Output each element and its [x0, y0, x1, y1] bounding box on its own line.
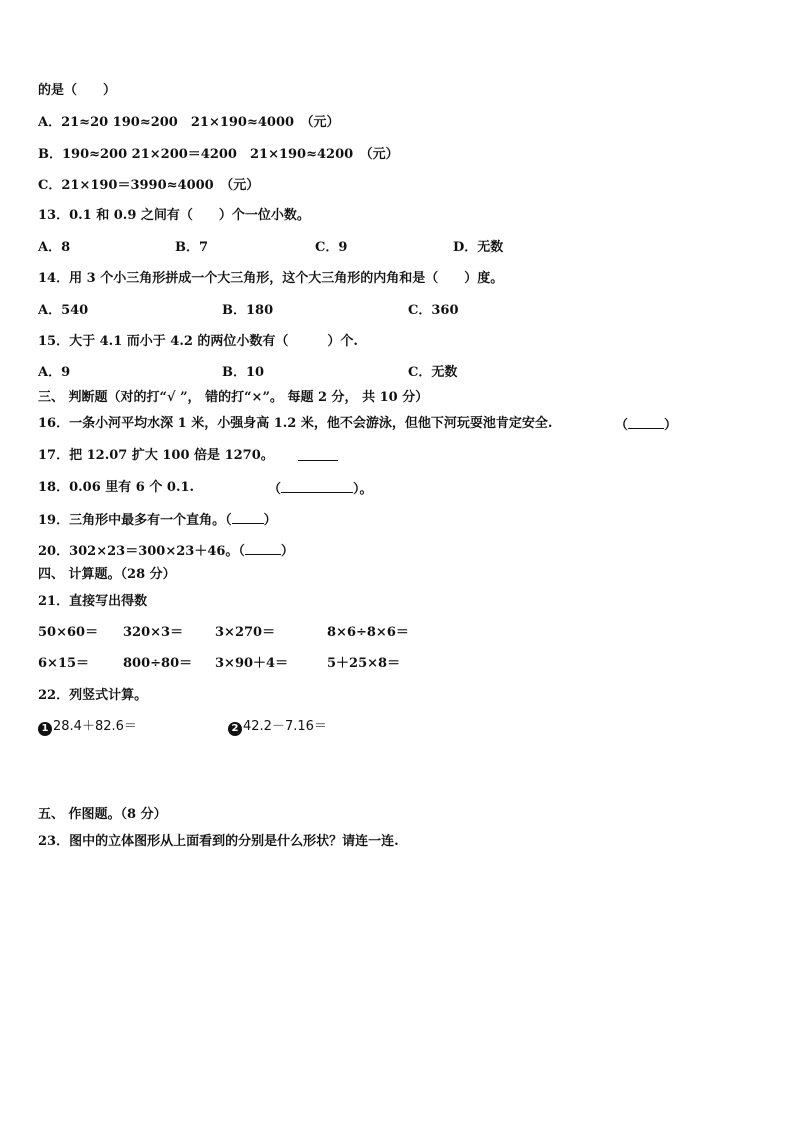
q12-option-c: C．21×190＝3990≈4000 （元）	[38, 178, 260, 193]
q20-line	[38, 542, 294, 560]
q21-r2-c2: 800÷80＝	[123, 656, 193, 671]
q22-stem: 22．列竖式计算。	[38, 688, 148, 703]
q12-continuation: 的是（ ）	[38, 83, 117, 98]
q20-text: 20．302×23＝300×23＋46。（	[38, 544, 245, 559]
q17-text: 17．把 12.07 扩大 100 倍是 1270。	[38, 448, 274, 463]
q18-answer	[268, 480, 373, 498]
q16-answer-blank[interactable]	[628, 416, 664, 429]
q17-answer-blank[interactable]	[298, 448, 338, 466]
q22-item-2	[228, 719, 327, 736]
q19-line	[38, 511, 277, 529]
q22-expr-1: 28.4＋82.6＝	[53, 719, 137, 734]
q18-text: 18．0.06 里有 6 个 0.1.	[38, 480, 195, 495]
q21-r1-c1: 50×60＝	[38, 625, 99, 640]
q21-r1-c3: 3×270＝	[215, 625, 276, 640]
q15-option-b: B．10	[222, 365, 265, 380]
q13-option-c: C．9	[315, 240, 348, 255]
q13-option-b: B．7	[175, 240, 209, 255]
q14-option-b: B．180	[222, 303, 274, 318]
q19-text: 19．三角形中最多有一个直角。（	[38, 513, 232, 528]
q16-open-paren: （	[615, 418, 629, 433]
q16-text: 16．一条小河平均水深 1 米，小强身高 1.2 米，他不会游泳，但他下河玩耍池肯定安全.	[38, 416, 553, 431]
q14-option-a: A．540	[38, 303, 89, 318]
q16-close-paren: ）	[664, 418, 678, 433]
q14-stem: 14．用 3 个小三角形拼成一个大三角形，这个大三角形的内角和是（ ）度。	[38, 271, 504, 286]
section-3-heading: 三、 判断题（对的打“√ ”， 错的打“×”。 每题 2 分， 共 10 分）	[38, 390, 429, 405]
q21-r2-c1: 6×15＝	[38, 656, 90, 671]
q19-answer-blank[interactable]	[232, 511, 264, 524]
q20-close-paren: ）	[280, 544, 294, 559]
circled-number-1: 1	[38, 722, 52, 736]
section-4-heading: 四、 计算题。（28 分）	[38, 567, 176, 582]
section-5-heading: 五、 作图题。（8 分）	[38, 807, 167, 822]
q21-r1-c2: 320×3＝	[123, 625, 184, 640]
q18-close-paren: ）。	[353, 482, 373, 497]
q19-close-paren: ）	[263, 513, 277, 528]
q15-option-a: A．9	[38, 365, 71, 380]
circled-number-2: 2	[228, 722, 242, 736]
q23-stem: 23．图中的立体图形从上面看到的分别是什么形状？请连一连.	[38, 834, 399, 849]
q16-answer	[615, 416, 677, 434]
q21-stem: 21．直接写出得数	[38, 594, 148, 609]
q21-r2-c4: 5＋25×8＝	[327, 656, 401, 671]
q13-stem: 13．0.1 和 0.9 之间有（ ）个一位小数。	[38, 208, 310, 223]
q13-option-d: D．无数	[453, 240, 504, 255]
q18-answer-blank[interactable]	[281, 480, 353, 493]
q21-r1-c4: 8×6÷8×6＝	[327, 625, 409, 640]
q15-option-c: C．无数	[408, 365, 458, 380]
q13-option-a: A．8	[38, 240, 71, 255]
q22-expr-2: 42.2－7.16＝	[243, 719, 327, 734]
q21-r2-c3: 3×90＋4＝	[215, 656, 289, 671]
q15-stem: 15．大于 4.1 而小于 4.2 的两位小数有（ ）个.	[38, 334, 358, 349]
q22-item-1	[38, 719, 137, 736]
q12-option-a: A．21≈20 190≈200 21×190≈4000 （元）	[38, 115, 340, 130]
q18-open-paren: （	[268, 482, 282, 497]
q20-answer-blank[interactable]	[245, 542, 281, 555]
q14-option-c: C．360	[408, 303, 459, 318]
q12-option-b: B．190≈200 21×200＝4200 21×190≈4200 （元）	[38, 147, 399, 162]
